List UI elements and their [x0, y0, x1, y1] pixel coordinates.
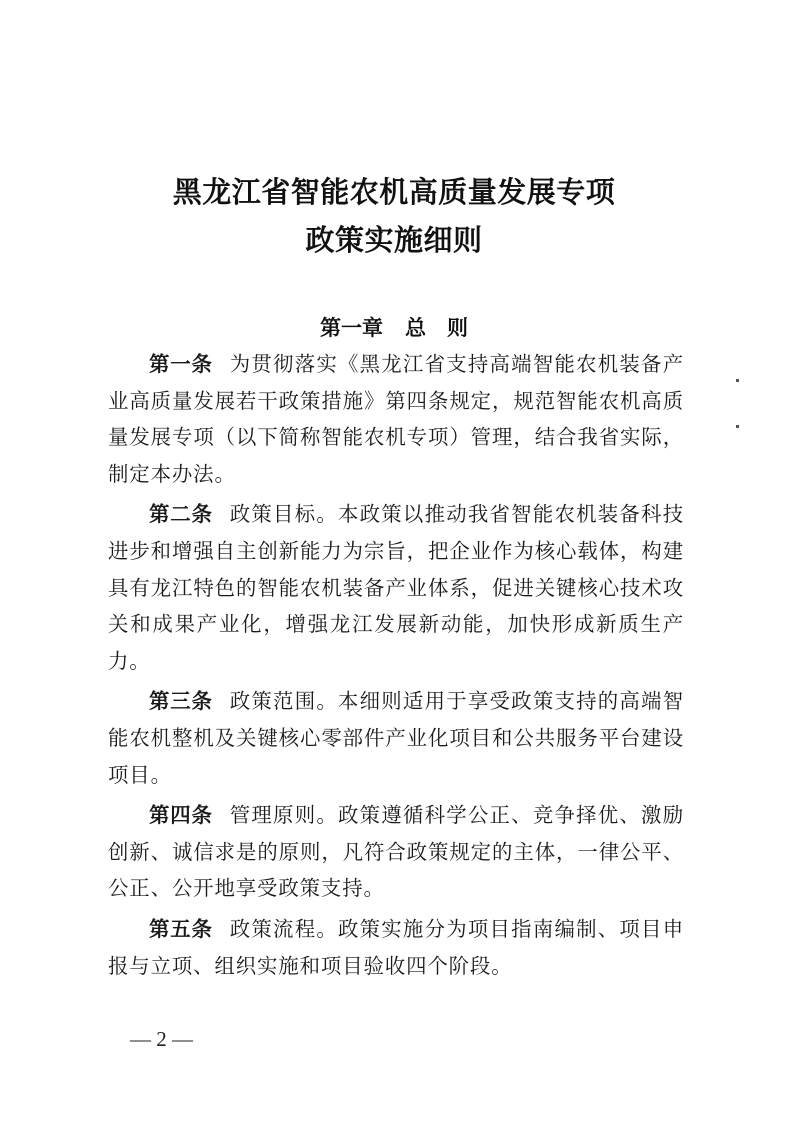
article-text: 政策流程。政策实施分为项目指南编制、项目申报与立项、组织实施和项目验收四个阶段。 [108, 916, 684, 978]
article-text: 政策范围。本细则适用于享受政策支持的高端智能农机整机及关键核心零部件产业化项目和公共服务平台建设项目。 [108, 689, 684, 787]
article-label: 第三条 [149, 689, 213, 714]
chapter-heading [0, 312, 788, 342]
article-text: 为贯彻落实《黑龙江省支持高端智能农机装备产业高质量发展若干政策措施》第四条规定，规范智能农机高质量发展专项（以下简称智能农机专项）管理，结合我省实际，制定本办法。 [108, 352, 684, 486]
article-label: 第四条 [149, 803, 213, 828]
chapter-number: 第一章 [320, 315, 383, 340]
article-3 [108, 683, 684, 793]
article-label: 第二条 [149, 502, 213, 527]
article-1 [108, 346, 684, 492]
article-4 [108, 797, 684, 907]
article-text: 政策目标。本政策以推动我省智能农机装备科技进步和增强自主创新能力为宗旨，把企业作为核心载体，构建具有龙江特色的智能农机装备产业体系，促进关键核心技术攻关和成果产业化，增强龙江发展新动能，加快形成新质生产力。 [108, 502, 684, 673]
document-title-line-2: 政策实施细则 [305, 223, 483, 257]
scan-speck [736, 379, 739, 382]
chapter-name: 总 则 [405, 315, 468, 340]
article-label: 第一条 [149, 352, 213, 376]
article-text: 管理原则。政策遵循科学公正、竞争择优、激励创新、诚信求是的原则，凡符合政策规定的主体，一律公平、公正、公开地享受政策支持。 [108, 803, 684, 901]
article-2 [108, 496, 684, 679]
article-5 [108, 911, 684, 984]
article-label: 第五条 [149, 916, 213, 941]
scan-speck [736, 425, 739, 428]
document-body [108, 346, 684, 984]
document-title-line-1: 黑龙江省智能农机高质量发展专项 [172, 175, 616, 209]
page-number: — 2 — [130, 1027, 193, 1051]
